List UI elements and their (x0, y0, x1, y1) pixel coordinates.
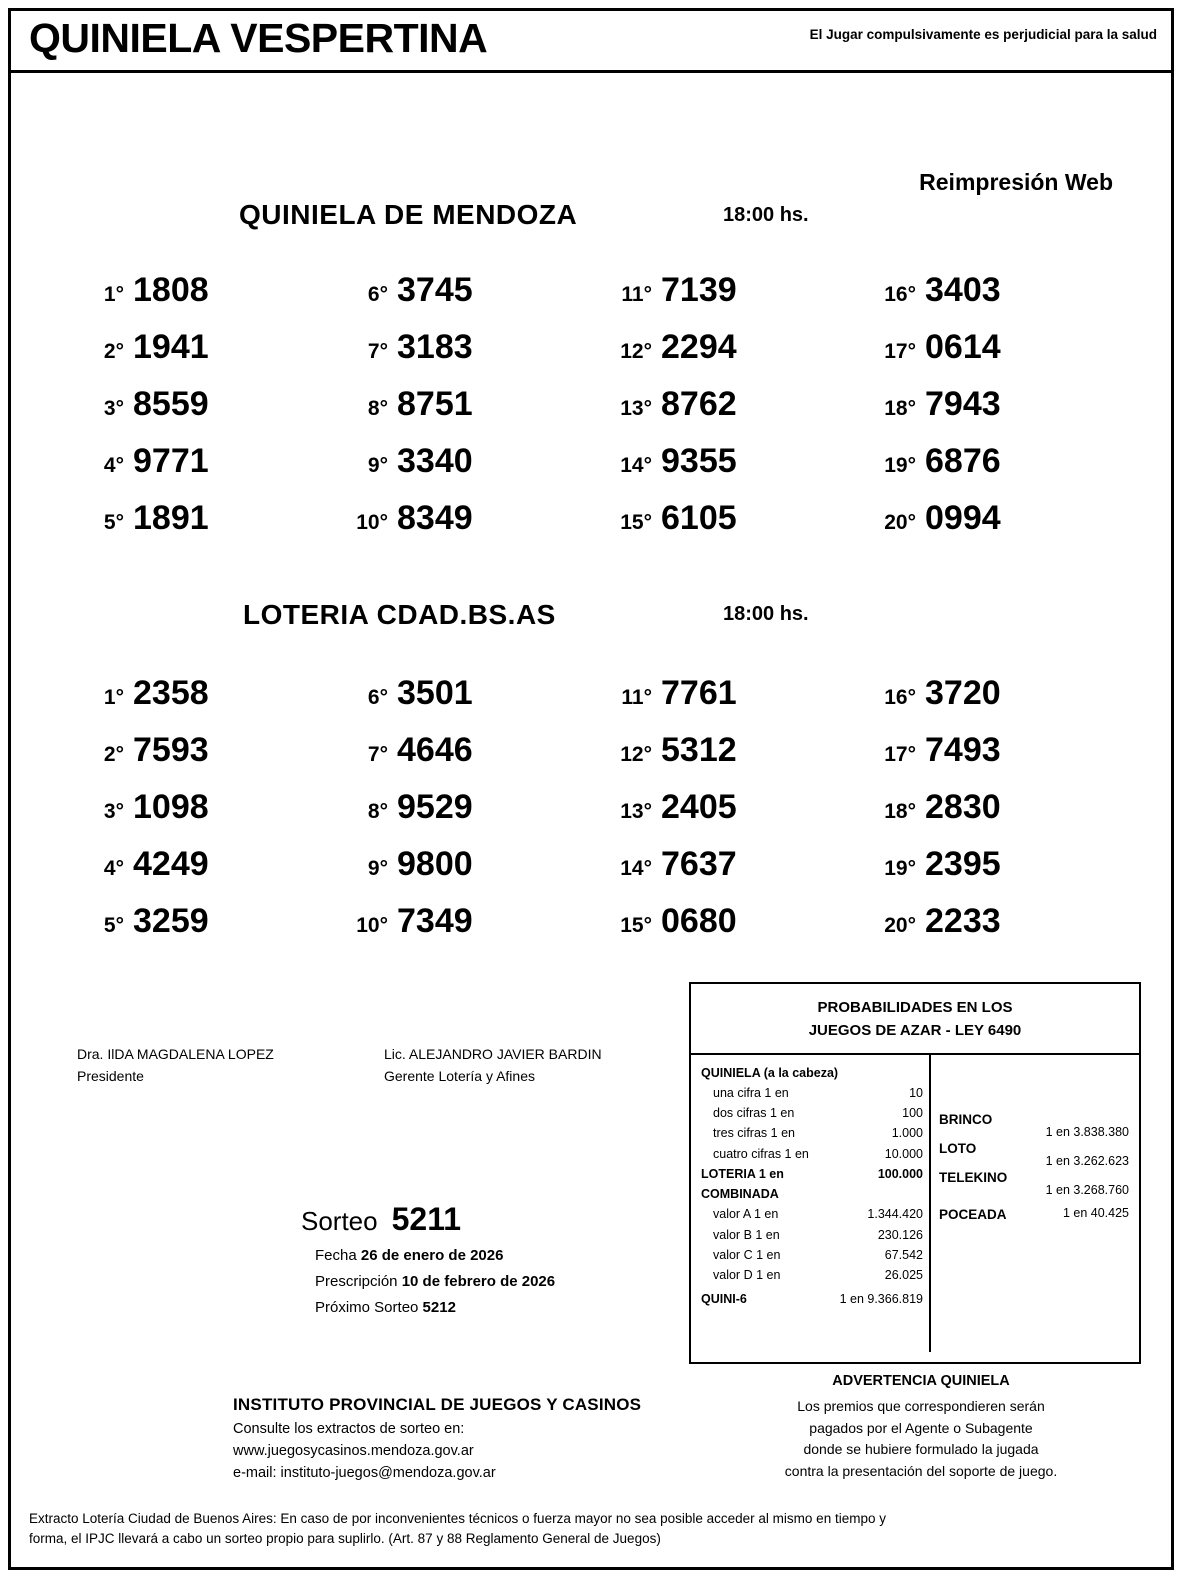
result-row (71, 385, 321, 442)
result-row (599, 731, 849, 788)
results-column-2 (335, 271, 585, 556)
result-row (863, 674, 1113, 731)
quiniela-header-row (701, 1063, 923, 1083)
sorteo-fecha-label: Fecha (315, 1247, 357, 1264)
advertencia-line-3: donde se hubiere formulado la jugada (803, 1441, 1039, 1458)
result-row (863, 385, 1113, 442)
result-row (599, 902, 849, 959)
signature-gerente (384, 1046, 602, 1084)
result-position: 3° (103, 397, 124, 420)
result-position: 9° (367, 454, 388, 477)
result-position: 5° (103, 511, 124, 534)
result-position: 18° (884, 397, 916, 420)
result-row (863, 442, 1113, 499)
prob-label: valor A 1 en (713, 1207, 779, 1222)
result-number: 7943 (925, 385, 1001, 423)
result-number: 1098 (133, 788, 209, 826)
result-row (599, 385, 849, 442)
result-row (599, 674, 849, 731)
probabilities-body (691, 1055, 1139, 1352)
results-column-1 (71, 674, 321, 959)
result-position: 6° (367, 686, 388, 709)
result-position: 4° (103, 857, 124, 880)
prob-label: cuatro cifras 1 en (713, 1146, 809, 1161)
result-position: 18° (884, 800, 916, 823)
result-row (599, 442, 849, 499)
result-row (863, 328, 1113, 385)
sorteo-proximo-value: 5212 (422, 1299, 456, 1316)
result-row (335, 271, 585, 328)
loteria-row (701, 1164, 923, 1184)
game-odds-poceada: 1 en 40.425 (1062, 1205, 1129, 1220)
result-row (335, 788, 585, 845)
prob-label: valor D 1 en (713, 1268, 781, 1282)
result-row (71, 902, 321, 959)
result-position: 13° (620, 397, 652, 420)
result-position: 11° (621, 686, 652, 709)
quini6-value: 1 en 9.366.819 (839, 1292, 923, 1307)
prob-label: valor C 1 en (713, 1247, 781, 1262)
result-row (71, 499, 321, 556)
result-number: 2233 (925, 902, 1001, 940)
result-number: 6105 (661, 499, 737, 537)
prob-row (701, 1204, 923, 1224)
prob-row (701, 1265, 923, 1285)
result-number: 5312 (661, 731, 737, 769)
result-row (335, 902, 585, 959)
result-row (863, 499, 1113, 556)
result-number: 4646 (397, 731, 473, 769)
footer-line-2: forma, el IPJC llevará a cabo un sorteo propio para suplirlo. (Art. 87 y 88 Reglamento General de Juegos) (29, 1531, 661, 1547)
draw-time-loteria-caba: 18:00 hs. (723, 603, 809, 625)
result-number: 2830 (925, 788, 1001, 826)
result-number: 9355 (661, 442, 737, 480)
result-position: 20° (884, 511, 916, 534)
result-position: 16° (884, 686, 916, 709)
result-number: 6876 (925, 442, 1001, 480)
result-row (335, 385, 585, 442)
extract-document (8, 8, 1174, 1570)
game-name-telekino: TELEKINO (939, 1169, 1008, 1185)
game-odds-loto: 1 en 3.262.623 (1045, 1153, 1129, 1168)
advertencia-block (711, 1373, 1131, 1483)
result-position: 7° (367, 340, 388, 363)
game-odds-brinco: 1 en 3.838.380 (1045, 1124, 1129, 1139)
probabilities-title (691, 984, 1139, 1055)
result-number: 1891 (133, 499, 209, 537)
result-number: 1808 (133, 271, 209, 309)
signature-role: Presidente (77, 1068, 144, 1084)
result-row (599, 788, 849, 845)
sorteo-heading (301, 1201, 555, 1238)
footer-note (29, 1509, 1153, 1550)
result-position: 15° (620, 914, 652, 937)
result-position: 2° (103, 340, 124, 363)
sorteo-prescripcion-label: Prescripción (315, 1273, 398, 1290)
combinada-header: COMBINADA (701, 1187, 779, 1201)
result-position: 12° (620, 340, 652, 363)
sorteo-proximo-label: Próximo Sorteo (315, 1299, 419, 1316)
result-row (599, 499, 849, 556)
result-row (863, 731, 1113, 788)
prob-value: 1.000 (891, 1126, 923, 1141)
result-number: 3501 (397, 674, 473, 712)
result-position: 11° (621, 283, 652, 306)
result-number: 3183 (397, 328, 473, 366)
gambling-warning: El Jugar compulsivamente es perjudicial para la salud (809, 27, 1157, 42)
sorteo-fecha (301, 1247, 555, 1264)
results-column-4 (863, 674, 1113, 959)
document-header (11, 11, 1171, 73)
result-row (863, 271, 1113, 328)
result-row (71, 845, 321, 902)
result-number: 8751 (397, 385, 473, 423)
result-position: 14° (620, 857, 652, 880)
combinada-header-row (701, 1184, 923, 1204)
loteria-value: 100.000 (877, 1166, 923, 1181)
result-row (335, 674, 585, 731)
reimpresion-web-label: Reimpresión Web (919, 169, 1113, 195)
signature-role: Gerente Lotería y Afines (384, 1068, 535, 1084)
result-row (71, 788, 321, 845)
prob-label: una cifra 1 en (713, 1085, 789, 1100)
result-row (335, 328, 585, 385)
result-position: 1° (103, 283, 124, 306)
result-position: 10° (356, 511, 388, 534)
result-number: 0680 (661, 902, 737, 940)
prob-value: 1.344.420 (867, 1207, 923, 1222)
result-number: 0614 (925, 328, 1001, 366)
loteria-label: LOTERIA 1 en (701, 1166, 784, 1181)
result-row (71, 674, 321, 731)
advertencia-line-2: pagados por el Agente o Subagente (809, 1419, 1033, 1436)
result-position: 13° (620, 800, 652, 823)
result-row (863, 902, 1113, 959)
prob-row (701, 1083, 923, 1103)
result-position: 1° (103, 686, 124, 709)
result-row (71, 731, 321, 788)
quiniela-header: QUINIELA (a la cabeza) (701, 1065, 839, 1080)
institute-title: INSTITUTO PROVINCIAL DE JUEGOS Y CASINOS (233, 1395, 642, 1414)
result-position: 8° (367, 397, 388, 420)
probabilities-box (689, 982, 1141, 1364)
prob-row (701, 1103, 923, 1123)
result-position: 2° (103, 743, 124, 766)
result-row (335, 499, 585, 556)
result-number: 2294 (661, 328, 737, 366)
result-number: 8349 (397, 499, 473, 537)
advertencia-title: ADVERTENCIA QUINIELA (832, 1373, 1010, 1389)
results-column-1 (71, 271, 321, 556)
result-position: 6° (367, 283, 388, 306)
result-position: 15° (620, 511, 652, 534)
prob-value: 230.126 (877, 1227, 923, 1242)
prob-value: 100 (902, 1106, 923, 1120)
result-number: 3340 (397, 442, 473, 480)
sorteo-fecha-value: 26 de enero de 2026 (360, 1247, 504, 1264)
result-number: 3259 (133, 902, 209, 940)
result-row (599, 845, 849, 902)
result-position: 19° (884, 857, 916, 880)
result-row (335, 845, 585, 902)
draw-time-mendoza: 18:00 hs. (723, 204, 809, 226)
institute-line-1: Consulte los extractos de sorteo en: (233, 1421, 465, 1437)
prob-label: dos cifras 1 en (713, 1106, 795, 1120)
results-column-4 (863, 271, 1113, 556)
result-row (599, 271, 849, 328)
result-number: 9529 (397, 788, 473, 826)
result-number: 2358 (133, 674, 209, 712)
result-number: 2405 (661, 788, 737, 826)
prob-label: valor B 1 en (713, 1227, 780, 1242)
institute-website[interactable]: www.juegosycasinos.mendoza.gov.ar (233, 1443, 474, 1459)
result-number: 3745 (397, 271, 473, 309)
institute-email[interactable]: e-mail: instituto-juegos@mendoza.gov.ar (233, 1465, 496, 1481)
result-number: 0994 (925, 499, 1001, 537)
prob-value: 10.000 (884, 1146, 923, 1161)
prob-row (701, 1245, 923, 1265)
sorteo-number: 5211 (391, 1201, 462, 1237)
result-position: 7° (367, 743, 388, 766)
advertencia-line-1: Los premios que correspondieren serán (797, 1398, 1045, 1414)
result-number: 3403 (925, 271, 1001, 309)
result-position: 4° (103, 454, 124, 477)
advertencia-line-4: contra la presentación del soporte de juego. (784, 1463, 1058, 1480)
result-row (71, 442, 321, 499)
prob-value: 26.025 (884, 1268, 923, 1282)
result-number: 8559 (133, 385, 209, 423)
result-number: 9800 (397, 845, 473, 883)
draw-title-mendoza: QUINIELA DE MENDOZA (239, 199, 578, 230)
probabilities-title-line1: PROBABILIDADES EN LOS (817, 999, 1013, 1016)
result-position: 3° (103, 800, 124, 823)
result-row (71, 271, 321, 328)
result-number: 7593 (133, 731, 209, 769)
result-position: 5° (103, 914, 124, 937)
result-number: 7139 (661, 271, 737, 309)
results-column-3 (599, 674, 849, 959)
page-title: QUINIELA VESPERTINA (29, 15, 488, 61)
results-column-3 (599, 271, 849, 556)
prob-value: 10 (909, 1085, 923, 1100)
sorteo-prescripcion-value: 10 de febrero de 2026 (401, 1273, 556, 1290)
result-row (335, 442, 585, 499)
result-position: 17° (884, 340, 916, 363)
probabilities-left-column (691, 1055, 931, 1352)
game-name-poceada: POCEADA (939, 1206, 1007, 1222)
institute-block (233, 1395, 641, 1481)
result-position: 12° (620, 743, 652, 766)
result-position: 8° (367, 800, 388, 823)
result-position: 14° (620, 454, 652, 477)
result-number: 1941 (133, 328, 209, 366)
prob-label: tres cifras 1 en (713, 1126, 795, 1141)
result-position: 10° (356, 914, 388, 937)
signature-presidente (77, 1046, 274, 1084)
result-position: 19° (884, 454, 916, 477)
draw-title-loteria-caba: LOTERIA CDAD.BS.AS (243, 599, 556, 630)
prob-row (701, 1144, 923, 1164)
result-number: 2395 (925, 845, 1001, 883)
result-number: 7493 (925, 731, 1001, 769)
result-position: 17° (884, 743, 916, 766)
result-number: 9771 (133, 442, 209, 480)
game-name-loto: LOTO (939, 1140, 977, 1156)
sorteo-prescripcion (301, 1273, 555, 1290)
result-number: 8762 (661, 385, 737, 423)
signature-name: Dra. IlDA MAGDALENA LOPEZ (77, 1046, 274, 1062)
result-number: 7637 (661, 845, 737, 883)
result-row (335, 731, 585, 788)
result-row (71, 328, 321, 385)
signature-name: Lic. ALEJANDRO JAVIER BARDIN (384, 1046, 602, 1062)
prob-value: 67.542 (884, 1247, 923, 1262)
game-odds-telekino: 1 en 3.268.760 (1045, 1182, 1129, 1197)
quini6-row (701, 1289, 923, 1309)
game-name-brinco: BRINCO (939, 1111, 993, 1127)
result-row (863, 788, 1113, 845)
result-position: 16° (884, 283, 916, 306)
sorteo-label: Sorteo (301, 1206, 378, 1236)
sorteo-block (301, 1201, 555, 1316)
results-column-2 (335, 674, 585, 959)
result-number: 3720 (925, 674, 1001, 712)
probabilities-right-column (931, 1055, 1141, 1352)
footer-line-1: Extracto Lotería Ciudad de Buenos Aires: En caso de por inconvenientes técnicos o fuerza mayor no sea posible acceder al mismo en tiempo y (29, 1511, 886, 1526)
results-grid-mendoza (71, 271, 1111, 561)
result-number: 7349 (397, 902, 473, 940)
prob-row (701, 1225, 923, 1245)
prob-row (701, 1123, 923, 1143)
result-number: 7761 (661, 674, 737, 712)
result-position: 20° (884, 914, 916, 937)
results-grid-loteria-caba (71, 674, 1111, 964)
sorteo-proximo (301, 1299, 555, 1316)
result-position: 9° (367, 857, 388, 880)
probabilities-title-line2: JUEGOS DE AZAR - LEY 6490 (808, 1022, 1022, 1040)
result-row (863, 845, 1113, 902)
quini6-label: QUINI-6 (701, 1292, 747, 1307)
result-number: 4249 (133, 845, 209, 883)
result-row (599, 328, 849, 385)
